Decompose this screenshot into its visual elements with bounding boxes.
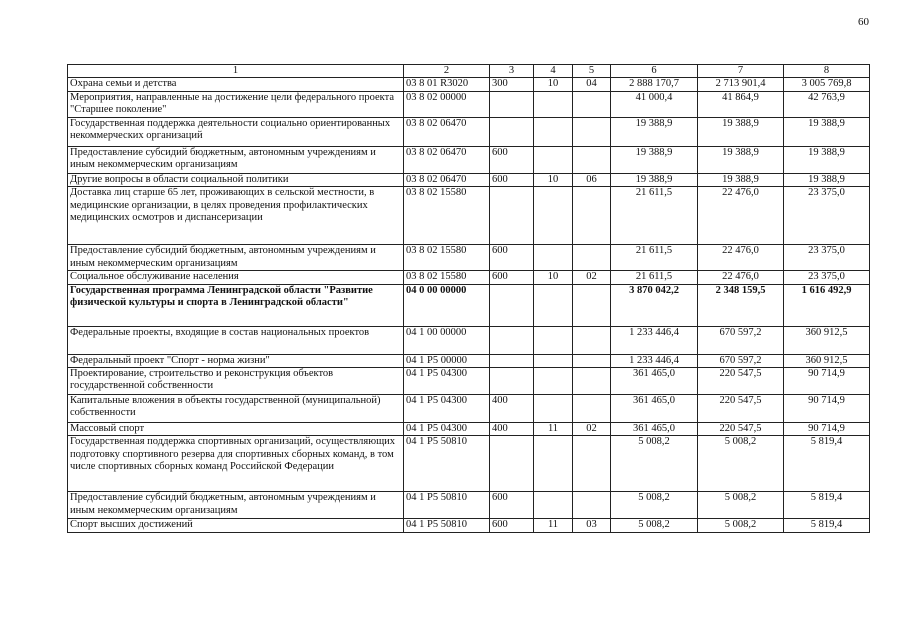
amount-year2-cell: 19 388,9 [698, 117, 784, 146]
amount-year3-cell: 23 375,0 [784, 187, 870, 245]
table-row [68, 91, 870, 117]
row-name-cell: Капитальные вложения в объекты государственной (муниципальной) собственности [68, 395, 404, 423]
target-code-cell: 03 8 02 15580 [404, 271, 490, 284]
page-number: 60 [858, 16, 869, 28]
amount-year1-cell: 21 611,5 [611, 271, 698, 284]
row-name-cell: Доставка лиц старше 65 лет, проживающих в сельской местности, в медицинские организации, в целях проведения профилактических медицинских осмотров и диспансеризации [68, 187, 404, 245]
amount-year1-cell: 5 008,2 [611, 436, 698, 492]
row-name-cell: Массовый спорт [68, 423, 404, 436]
expense-type-cell: 600 [490, 245, 534, 271]
amount-year2-cell: 5 008,2 [698, 492, 784, 519]
amount-year2-cell: 670 597,2 [698, 354, 784, 367]
amount-year1-cell: 361 465,0 [611, 368, 698, 395]
amount-year1-cell: 1 233 446,4 [611, 326, 698, 354]
amount-year2-cell: 41 864,9 [698, 91, 784, 117]
row-name-cell: Государственная поддержка деятельности социально ориентированных некоммерческих организаций [68, 117, 404, 146]
amount-year2-cell: 2 713 901,4 [698, 78, 784, 91]
target-code-cell: 04 1 P5 04300 [404, 423, 490, 436]
amount-year2-cell: 220 547,5 [698, 368, 784, 395]
section-cell [534, 326, 573, 354]
expense-type-cell [490, 436, 534, 492]
section-cell [534, 436, 573, 492]
row-name-cell: Предоставление субсидий бюджетным, автономным учреждениям и иным некоммерческим организациям [68, 492, 404, 519]
amount-year2-cell: 5 008,2 [698, 519, 784, 532]
table-row [68, 284, 870, 326]
table-row [68, 245, 870, 271]
target-code-cell: 04 0 00 00000 [404, 284, 490, 326]
row-name-cell: Предоставление субсидий бюджетным, автономным учреждениям и иным некоммерческим организациям [68, 245, 404, 271]
header-row [68, 65, 870, 78]
row-name-cell: Предоставление субсидий бюджетным, автономным учреждениям и иным некоммерческим организациям [68, 146, 404, 173]
amount-year3-cell: 23 375,0 [784, 271, 870, 284]
header-cell: 4 [534, 65, 573, 78]
subsection-cell [573, 117, 611, 146]
header-cell: 2 [404, 65, 490, 78]
amount-year3-cell: 90 714,9 [784, 395, 870, 423]
table-row [68, 326, 870, 354]
table-row [68, 146, 870, 173]
subsection-cell [573, 91, 611, 117]
section-cell [534, 395, 573, 423]
amount-year3-cell: 1 616 492,9 [784, 284, 870, 326]
amount-year2-cell: 220 547,5 [698, 395, 784, 423]
table-row [68, 117, 870, 146]
amount-year1-cell: 41 000,4 [611, 91, 698, 117]
expense-type-cell [490, 354, 534, 367]
amount-year2-cell: 220 547,5 [698, 423, 784, 436]
section-cell: 10 [534, 173, 573, 186]
table-row [68, 423, 870, 436]
amount-year3-cell: 42 763,9 [784, 91, 870, 117]
amount-year3-cell: 19 388,9 [784, 146, 870, 173]
subsection-cell [573, 368, 611, 395]
expense-type-cell [490, 91, 534, 117]
header-cell: 1 [68, 65, 404, 78]
target-code-cell: 03 8 02 06470 [404, 117, 490, 146]
target-code-cell: 03 8 02 15580 [404, 187, 490, 245]
header-cell: 8 [784, 65, 870, 78]
section-cell [534, 146, 573, 173]
expense-type-cell: 600 [490, 173, 534, 186]
header-cell: 6 [611, 65, 698, 78]
target-code-cell: 04 1 P5 50810 [404, 519, 490, 532]
amount-year1-cell: 3 870 042,2 [611, 284, 698, 326]
expense-type-cell: 400 [490, 395, 534, 423]
amount-year3-cell: 5 819,4 [784, 519, 870, 532]
section-cell [534, 368, 573, 395]
expense-type-cell: 600 [490, 492, 534, 519]
amount-year3-cell: 90 714,9 [784, 423, 870, 436]
amount-year2-cell: 670 597,2 [698, 326, 784, 354]
table-row [68, 368, 870, 395]
subsection-cell: 06 [573, 173, 611, 186]
row-name-cell: Федеральный проект "Спорт - норма жизни" [68, 354, 404, 367]
table-row [68, 271, 870, 284]
section-cell [534, 354, 573, 367]
table-row [68, 78, 870, 91]
amount-year3-cell: 360 912,5 [784, 354, 870, 367]
amount-year2-cell: 19 388,9 [698, 146, 784, 173]
amount-year1-cell: 19 388,9 [611, 146, 698, 173]
table-row [68, 354, 870, 367]
subsection-cell [573, 187, 611, 245]
expense-type-cell [490, 284, 534, 326]
table-row [68, 173, 870, 186]
row-name-cell: Федеральные проекты, входящие в состав национальных проектов [68, 326, 404, 354]
row-name-cell: Другие вопросы в области социальной политики [68, 173, 404, 186]
expense-type-cell: 600 [490, 146, 534, 173]
amount-year3-cell: 360 912,5 [784, 326, 870, 354]
target-code-cell: 03 8 02 15580 [404, 245, 490, 271]
section-cell: 10 [534, 271, 573, 284]
amount-year2-cell: 2 348 159,5 [698, 284, 784, 326]
subsection-cell [573, 354, 611, 367]
expense-type-cell [490, 117, 534, 146]
target-code-cell: 03 8 01 R3020 [404, 78, 490, 91]
amount-year2-cell: 19 388,9 [698, 173, 784, 186]
amount-year1-cell: 21 611,5 [611, 187, 698, 245]
amount-year1-cell: 2 888 170,7 [611, 78, 698, 91]
expense-type-cell [490, 326, 534, 354]
target-code-cell: 04 1 P5 50810 [404, 492, 490, 519]
table-row [68, 187, 870, 245]
subsection-cell: 04 [573, 78, 611, 91]
amount-year2-cell: 5 008,2 [698, 436, 784, 492]
subsection-cell: 03 [573, 519, 611, 532]
target-code-cell: 04 1 00 00000 [404, 326, 490, 354]
expense-type-cell [490, 187, 534, 245]
row-name-cell: Спорт высших достижений [68, 519, 404, 532]
amount-year1-cell: 5 008,2 [611, 492, 698, 519]
amount-year2-cell: 22 476,0 [698, 187, 784, 245]
amount-year3-cell: 5 819,4 [784, 436, 870, 492]
amount-year3-cell: 3 005 769,8 [784, 78, 870, 91]
amount-year3-cell: 19 388,9 [784, 173, 870, 186]
amount-year1-cell: 19 388,9 [611, 117, 698, 146]
header-cell: 5 [573, 65, 611, 78]
table-row [68, 395, 870, 423]
budget-table [67, 64, 870, 533]
section-cell: 11 [534, 423, 573, 436]
section-cell [534, 187, 573, 245]
amount-year2-cell: 22 476,0 [698, 245, 784, 271]
target-code-cell: 03 8 02 06470 [404, 173, 490, 186]
table-row [68, 492, 870, 519]
subsection-cell [573, 395, 611, 423]
amount-year3-cell: 5 819,4 [784, 492, 870, 519]
section-cell [534, 245, 573, 271]
expense-type-cell: 300 [490, 78, 534, 91]
expense-type-cell [490, 368, 534, 395]
target-code-cell: 04 1 P5 00000 [404, 354, 490, 367]
section-cell: 10 [534, 78, 573, 91]
target-code-cell: 03 8 02 00000 [404, 91, 490, 117]
header-cell: 3 [490, 65, 534, 78]
amount-year3-cell: 19 388,9 [784, 117, 870, 146]
subsection-cell [573, 492, 611, 519]
header-cell: 7 [698, 65, 784, 78]
amount-year1-cell: 21 611,5 [611, 245, 698, 271]
target-code-cell: 04 1 P5 50810 [404, 436, 490, 492]
subsection-cell [573, 436, 611, 492]
subsection-cell [573, 245, 611, 271]
subsection-cell [573, 326, 611, 354]
row-name-cell: Государственная поддержка спортивных организаций, осуществляющих подготовку спортивного резерва для спортивных сборных команд, в том числе спортивных сборных команд Российской Федерации [68, 436, 404, 492]
amount-year1-cell: 361 465,0 [611, 395, 698, 423]
target-code-cell: 03 8 02 06470 [404, 146, 490, 173]
subsection-cell: 02 [573, 271, 611, 284]
target-code-cell: 04 1 P5 04300 [404, 368, 490, 395]
section-cell [534, 117, 573, 146]
section-cell [534, 91, 573, 117]
subsection-cell [573, 146, 611, 173]
amount-year1-cell: 19 388,9 [611, 173, 698, 186]
amount-year3-cell: 90 714,9 [784, 368, 870, 395]
target-code-cell: 04 1 P5 04300 [404, 395, 490, 423]
amount-year1-cell: 5 008,2 [611, 519, 698, 532]
table-row [68, 436, 870, 492]
subsection-cell [573, 284, 611, 326]
section-cell: 11 [534, 519, 573, 532]
expense-type-cell: 600 [490, 519, 534, 532]
amount-year3-cell: 23 375,0 [784, 245, 870, 271]
row-name-cell: Мероприятия, направленные на достижение цели федерального проекта "Старшее поколение" [68, 91, 404, 117]
section-cell [534, 284, 573, 326]
row-name-cell: Проектирование, строительство и реконструкция объектов государственной собственности [68, 368, 404, 395]
row-name-cell: Социальное обслуживание населения [68, 271, 404, 284]
expense-type-cell: 600 [490, 271, 534, 284]
amount-year1-cell: 1 233 446,4 [611, 354, 698, 367]
subsection-cell: 02 [573, 423, 611, 436]
amount-year2-cell: 22 476,0 [698, 271, 784, 284]
row-name-cell: Государственная программа Ленинградской области "Развитие физической культуры и спорта в Ленинградской области" [68, 284, 404, 326]
table-row [68, 519, 870, 532]
expense-type-cell: 400 [490, 423, 534, 436]
amount-year1-cell: 361 465,0 [611, 423, 698, 436]
section-cell [534, 492, 573, 519]
row-name-cell: Охрана семьи и детства [68, 78, 404, 91]
